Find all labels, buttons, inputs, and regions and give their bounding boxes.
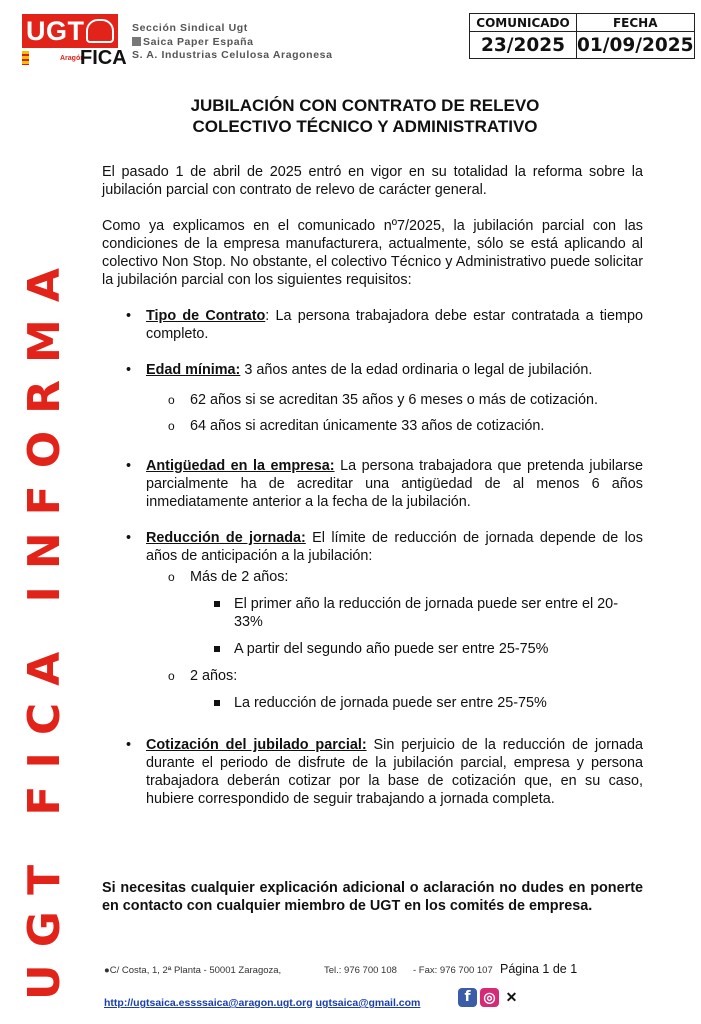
square-bullet-icon — [214, 700, 220, 706]
requirement-tipo — [102, 307, 643, 343]
sub-item — [102, 667, 643, 685]
title-line-1: JUBILACIÓN CON CONTRATO DE RELEVO — [190, 96, 540, 115]
requirement-text: La persona trabajadora que pretenda jubilarse parcialmente ha de acreditar una antigüedad de al menos 6 años inmediatamente anterior a la fecha de la jubilación. — [146, 458, 643, 510]
requirement-reduccion — [102, 529, 643, 565]
bullet-icon: • — [126, 362, 132, 378]
square-bullet-icon — [214, 601, 220, 607]
title-line-2: COLECTIVO TÉCNICO Y ADMINISTRATIVO — [192, 117, 538, 136]
instagram-icon[interactable]: ◎ — [480, 988, 499, 1007]
fica-logo — [22, 47, 127, 69]
requirement-text: 3 años antes de la edad ordinaria o legal de jubilación. — [240, 362, 593, 378]
sub-sub-item-text: La reducción de jornada puede ser entre 25-75% — [234, 695, 547, 711]
fica-region: Aragón — [60, 55, 85, 62]
closing-paragraph: Si necesitas cualquier explicación adicional o aclaración no dudes en ponerte en contacto con cualquier miembro de UGT en los comités de empresa. — [102, 880, 643, 914]
circle-bullet-icon: o — [168, 419, 175, 433]
bullet-icon: • — [126, 308, 132, 324]
page-title — [110, 95, 620, 137]
section-line-1: Sección Sindical Ugt — [132, 22, 248, 34]
handshake-icon — [86, 19, 114, 43]
email-link[interactable]: ugtsaica@gmail.com — [315, 997, 421, 1009]
requirement-antiguedad — [102, 457, 643, 511]
comunicado-label: COMUNICADO — [470, 14, 577, 32]
requirement-lead: Cotización del jubilado parcial: — [146, 737, 367, 753]
document-body — [102, 163, 643, 826]
saica-logo-icon — [132, 37, 141, 46]
web-link[interactable]: http://ugtsaica.essssaica@aragon.ugt.org — [104, 997, 313, 1009]
sub-item — [102, 568, 643, 586]
square-bullet-icon — [214, 646, 220, 652]
social-icons — [458, 988, 524, 1008]
ugt-logo — [22, 14, 118, 48]
section-info — [132, 22, 333, 63]
circle-bullet-icon: o — [168, 669, 175, 683]
comunicado-value: 23/2025 — [470, 32, 577, 59]
ugt-logo-text: UGT — [26, 16, 85, 46]
bullet-icon: • — [126, 458, 132, 474]
sub-item-text: 62 años si se acreditan 35 años y 6 meses o más de cotización. — [190, 392, 598, 408]
fecha-label: FECHA — [577, 14, 695, 32]
requirement-lead: Reducción de jornada: — [146, 530, 306, 546]
footer-fax: - Fax: 976 700 107 — [413, 965, 493, 976]
section-line-2: Saica Paper España — [143, 35, 254, 48]
footer-tel: Tel.: 976 700 108 — [324, 965, 397, 976]
section-line-3: S. A. Industrias Celulosa Aragonesa — [132, 49, 333, 61]
requirement-edad — [102, 361, 643, 379]
intro-paragraph-2: Como ya explicamos en el comunicado nº7/2025, la jubilación parcial con las condiciones de la empresa manufacturera, actualmente, sólo se está aplicando al colectivo Non Stop. No obstante, el colectivo Técnico y Administrativo puede solicitar la jubilación parcial con los siguientes requisitos: — [102, 218, 643, 288]
requirement-text: El límite de reducción de jornada depende de los años de anticipación a la jubilación: — [146, 530, 643, 564]
sub-sub-item — [102, 694, 643, 712]
aragon-crest-icon — [22, 51, 29, 65]
sub-item — [102, 391, 643, 409]
requirement-lead: Tipo de Contrato — [146, 308, 266, 324]
x-icon[interactable]: ✕ — [505, 989, 518, 1005]
requirement-cotizacion — [102, 736, 643, 808]
circle-bullet-icon: o — [168, 393, 175, 407]
footer-links — [104, 997, 420, 1009]
requirement-lead: Edad mínima: — [146, 362, 241, 378]
bullet-icon: • — [126, 530, 132, 546]
sub-sub-item-text: El primer año la reducción de jornada puede ser entre el 20-33% — [234, 596, 618, 630]
side-banner: UGT FICA INFORMA — [19, 251, 70, 1000]
requirement-text: : La persona trabajadora debe estar contratada a tiempo completo. — [146, 308, 643, 342]
fecha-value: 01/09/2025 — [577, 32, 695, 59]
sub-item — [102, 417, 643, 435]
circle-bullet-icon: o — [168, 570, 175, 584]
fica-logo-text: FICA — [80, 47, 127, 69]
sub-sub-item — [102, 595, 643, 631]
requirement-text: Sin perjuicio de la reducción de jornada durante el periodo de disfrute de la jubilación parcial, empresa y persona trabajadora deberán cotizar por la base de cotización que, en su caso, hubiere correspondido de seguir trabajando a jornada completa. — [146, 737, 643, 807]
facebook-icon[interactable]: f — [458, 988, 477, 1007]
footer-address: ●C/ Costa, 1, 2ª Planta - 50001 Zaragoza, — [104, 965, 282, 976]
requirement-lead: Antigüedad en la empresa: — [146, 458, 335, 474]
bullet-icon: • — [126, 737, 132, 753]
sub-item-text: 2 años: — [190, 668, 238, 684]
page-number: Página 1 de 1 — [500, 962, 578, 976]
sub-sub-item-text: A partir del segundo año puede ser entre 25-75% — [234, 641, 549, 657]
sub-sub-item — [102, 640, 643, 658]
sub-item-text: Más de 2 años: — [190, 569, 289, 585]
header-table — [469, 13, 695, 59]
intro-paragraph-1: El pasado 1 de abril de 2025 entró en vigor en su totalidad la reforma sobre la jubilación parcial con contrato de relevo de carácter general. — [102, 164, 643, 198]
sub-item-text: 64 años si acreditan únicamente 33 años de cotización. — [190, 418, 545, 434]
